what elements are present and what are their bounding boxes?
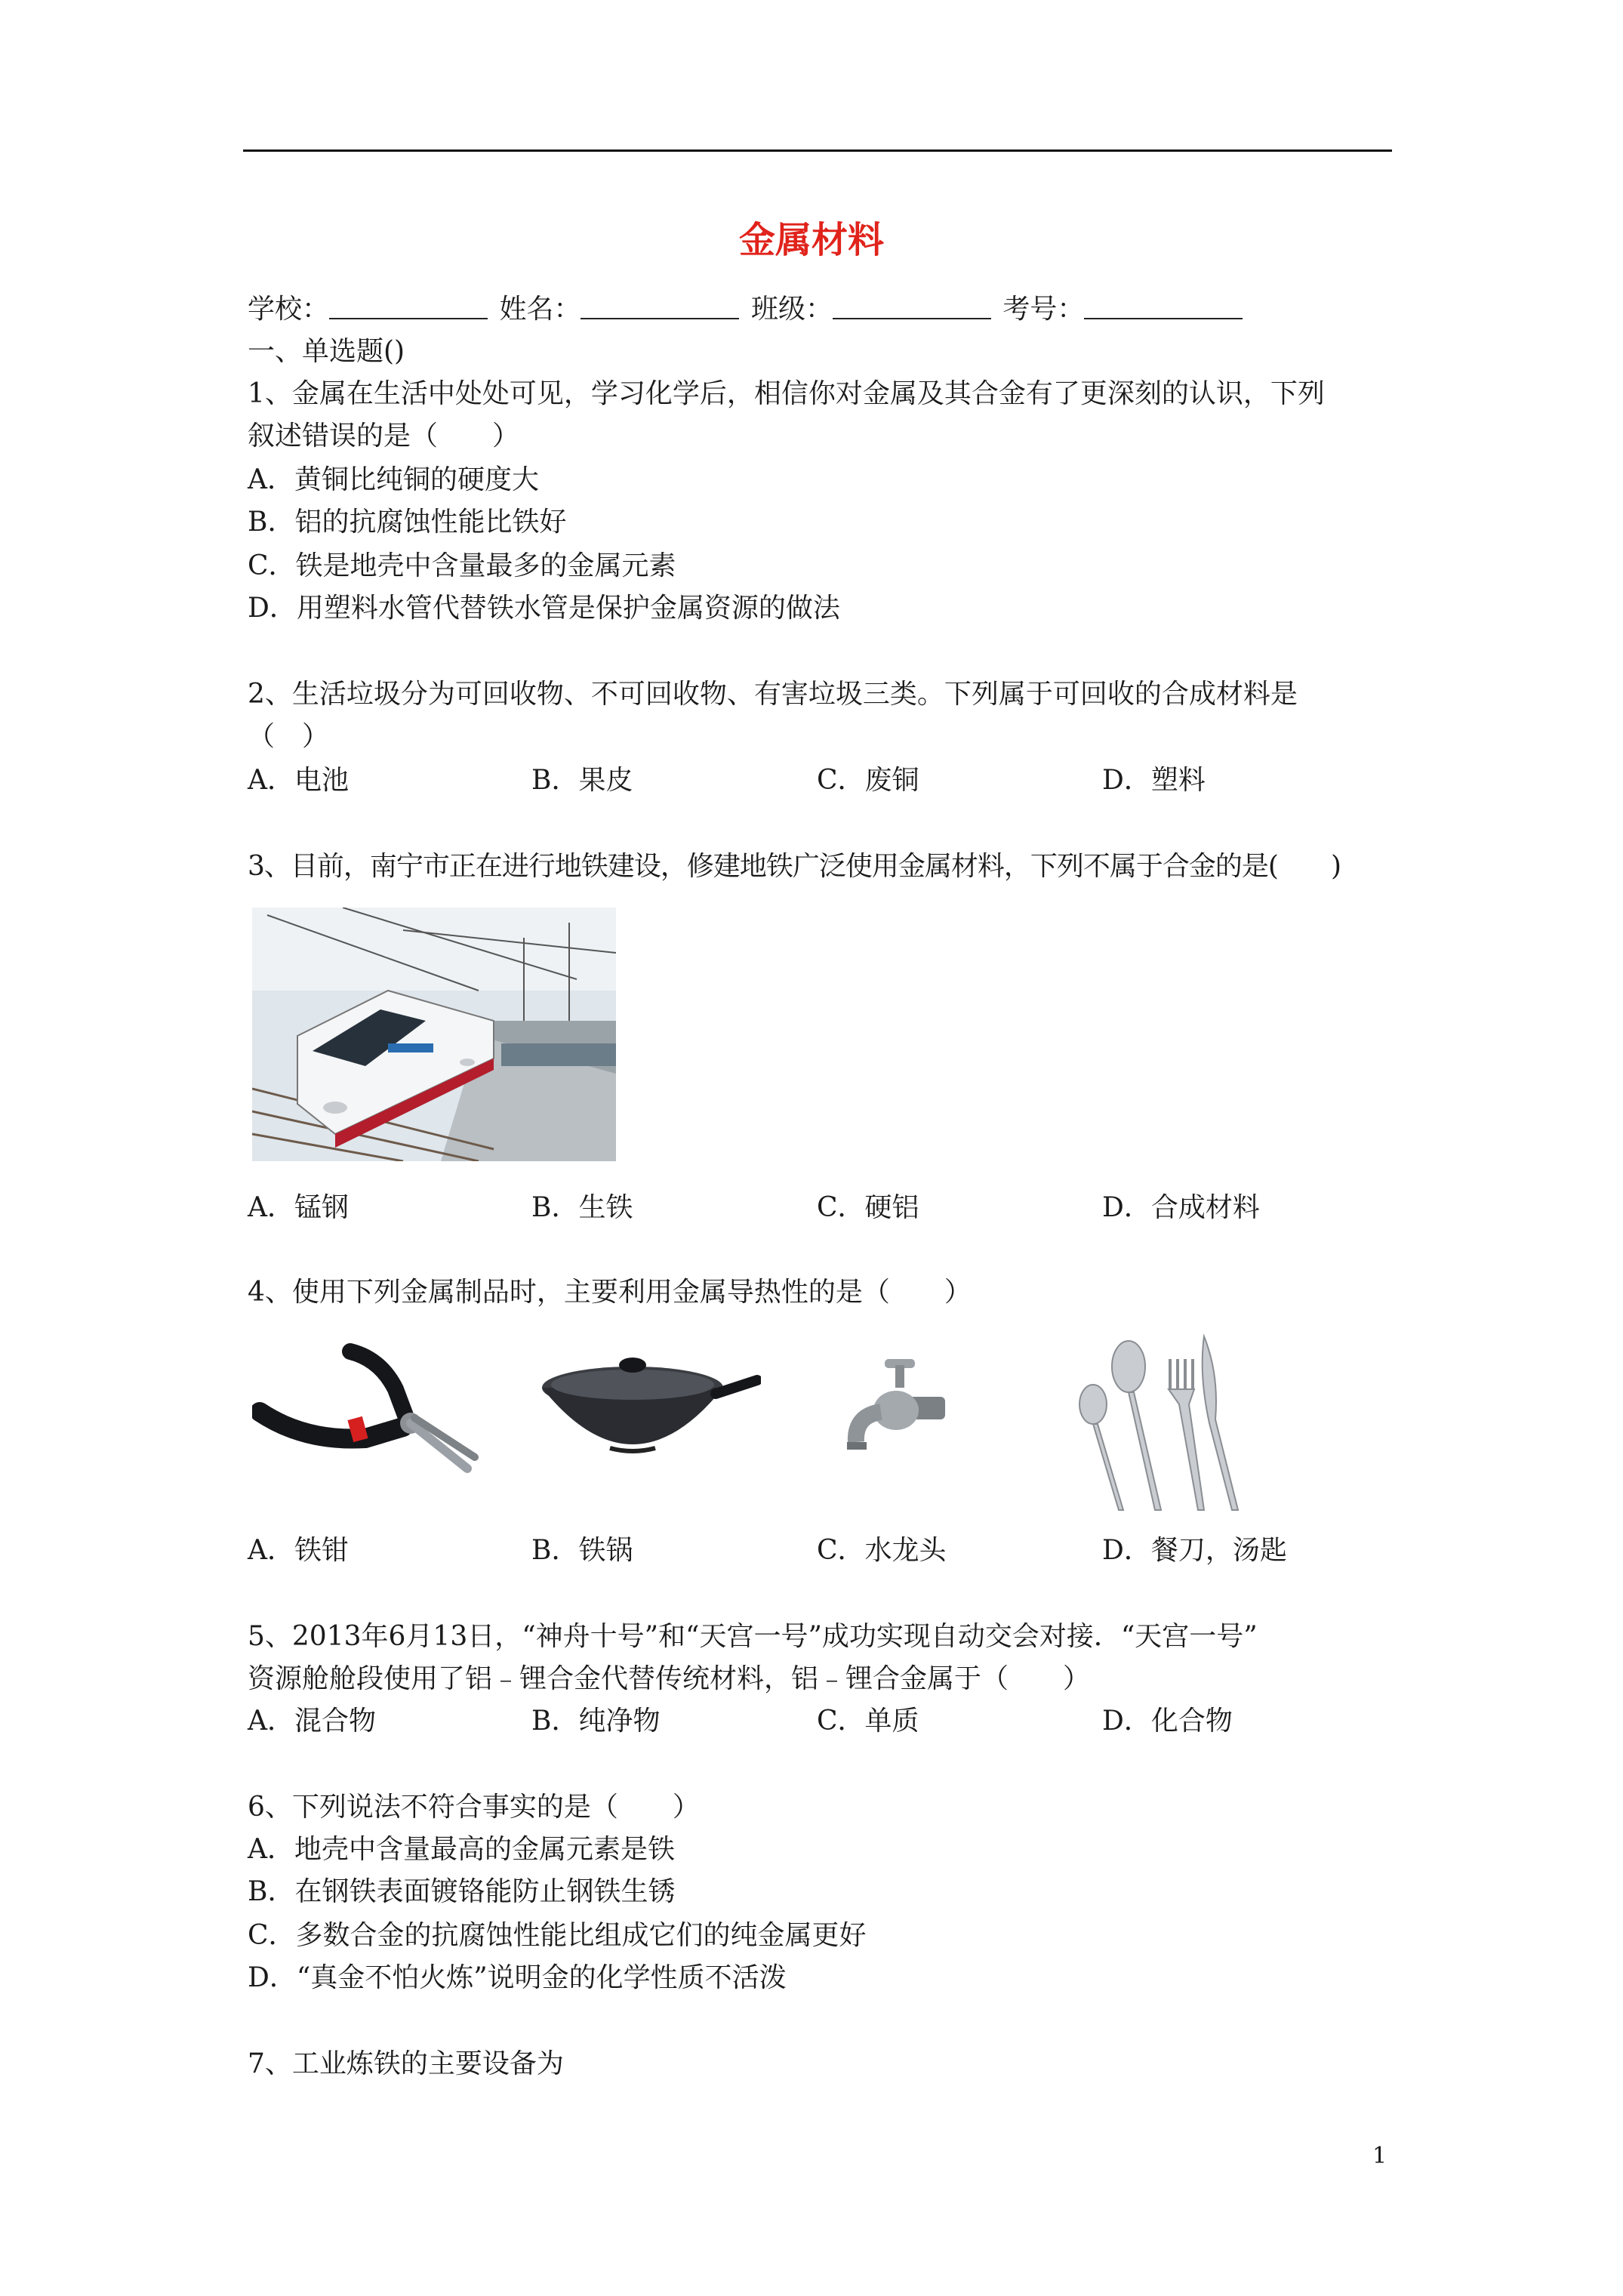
faucet-image bbox=[839, 1351, 953, 1472]
exam-number-label: 考号： bbox=[1002, 294, 1085, 325]
q5-stem-line-1: 5、2013年6月13日，“神舟十号”和“天宫一号”成功实现自动交会对接．“天宫一号” bbox=[248, 1621, 1258, 1652]
q1-stem-line-2: 叙述错误的是（ ） bbox=[248, 421, 520, 451]
q5-stem-line-2: 资源舱舱段使用了铝﹣锂合金代替传统材料，铝﹣锂合金属于（ ） bbox=[248, 1663, 1091, 1694]
q6-option-a: A．地壳中含量最高的金属元素是铁 bbox=[248, 1834, 675, 1865]
q7-stem: 7、工业炼铁的主要设备为 bbox=[248, 2048, 564, 2079]
q2-option-a: A．电池 bbox=[248, 765, 349, 796]
q6-option-c: C．多数合金的抗腐蚀性能比组成它们的纯金属更好 bbox=[248, 1920, 867, 1951]
q2-option-b: B．果皮 bbox=[531, 765, 633, 796]
q3-stem: 3、目前，南宁市正在进行地铁建设，修建地铁广泛使用金属材料，下列不属于合金的是( ) bbox=[248, 851, 1341, 882]
page-title: 金属材料 bbox=[738, 219, 884, 261]
q3-option-d: D．合成材料 bbox=[1102, 1192, 1260, 1223]
q3-option-b: B．生铁 bbox=[531, 1192, 633, 1223]
q2-option-c: C．废铜 bbox=[817, 765, 919, 796]
q5-option-b: B．纯净物 bbox=[531, 1706, 661, 1737]
name-blank[interactable] bbox=[581, 292, 739, 319]
cutlery-image bbox=[1064, 1329, 1261, 1518]
q6-stem: 6、下列说法不符合事实的是（ ） bbox=[248, 1792, 700, 1823]
q5-option-d: D．化合物 bbox=[1102, 1706, 1233, 1737]
q4-stem: 4、使用下列金属制品时，主要利用金属导热性的是（ ） bbox=[248, 1277, 972, 1308]
q3-option-a: A．锰钢 bbox=[248, 1192, 349, 1223]
header-rule bbox=[243, 149, 1392, 152]
info-line bbox=[248, 291, 1246, 328]
q2-stem-line-2: （ ） bbox=[248, 721, 330, 752]
page-number: 1 bbox=[1372, 2143, 1387, 2169]
q4-option-a: A．铁钳 bbox=[248, 1535, 349, 1566]
pliers-image bbox=[252, 1329, 479, 1480]
q5-option-c: C．单质 bbox=[817, 1706, 919, 1737]
name-label: 姓名： bbox=[499, 294, 581, 325]
class-blank[interactable] bbox=[833, 292, 991, 319]
exam-number-blank[interactable] bbox=[1084, 292, 1243, 319]
q1-stem-line-1: 1、金属在生活中处处可见，学习化学后，相信你对金属及其合金有了更深刻的认识，下列 bbox=[248, 378, 1325, 409]
q6-option-b: B．在钢铁表面镀铬能防止钢铁生锈 bbox=[248, 1876, 676, 1907]
q2-option-d: D．塑料 bbox=[1102, 765, 1206, 796]
q2-stem-line-1: 2、生活垃圾分为可回收物、不可回收物、有害垃圾三类。下列属于可回收的合成材料是 bbox=[248, 679, 1298, 710]
school-blank[interactable] bbox=[329, 292, 488, 319]
q1-option-c: C．铁是地壳中含量最多的金属元素 bbox=[248, 550, 676, 581]
q3-option-c: C．硬铝 bbox=[817, 1192, 919, 1223]
q4-option-b: B．铁锅 bbox=[531, 1535, 633, 1566]
q6-option-d: D．“真金不怕火炼”说明金的化学性质不活泼 bbox=[248, 1962, 787, 1993]
school-label: 学校： bbox=[248, 294, 330, 325]
q1-option-d: D．用塑料水管代替铁水管是保护金属资源的做法 bbox=[248, 593, 840, 624]
section-heading: 一、单选题() bbox=[248, 336, 405, 367]
wok-image bbox=[534, 1335, 761, 1471]
q1-option-b: B．铝的抗腐蚀性能比铁好 bbox=[248, 507, 567, 538]
q4-option-c: C．水龙头 bbox=[817, 1535, 947, 1566]
q1-option-a: A．黄铜比纯铜的硬度大 bbox=[248, 464, 539, 495]
q4-option-d: D．餐刀，汤匙 bbox=[1102, 1535, 1287, 1566]
q5-option-a: A．混合物 bbox=[248, 1706, 376, 1737]
class-label: 班级： bbox=[750, 294, 833, 325]
metro-train-photo bbox=[252, 908, 616, 1161]
